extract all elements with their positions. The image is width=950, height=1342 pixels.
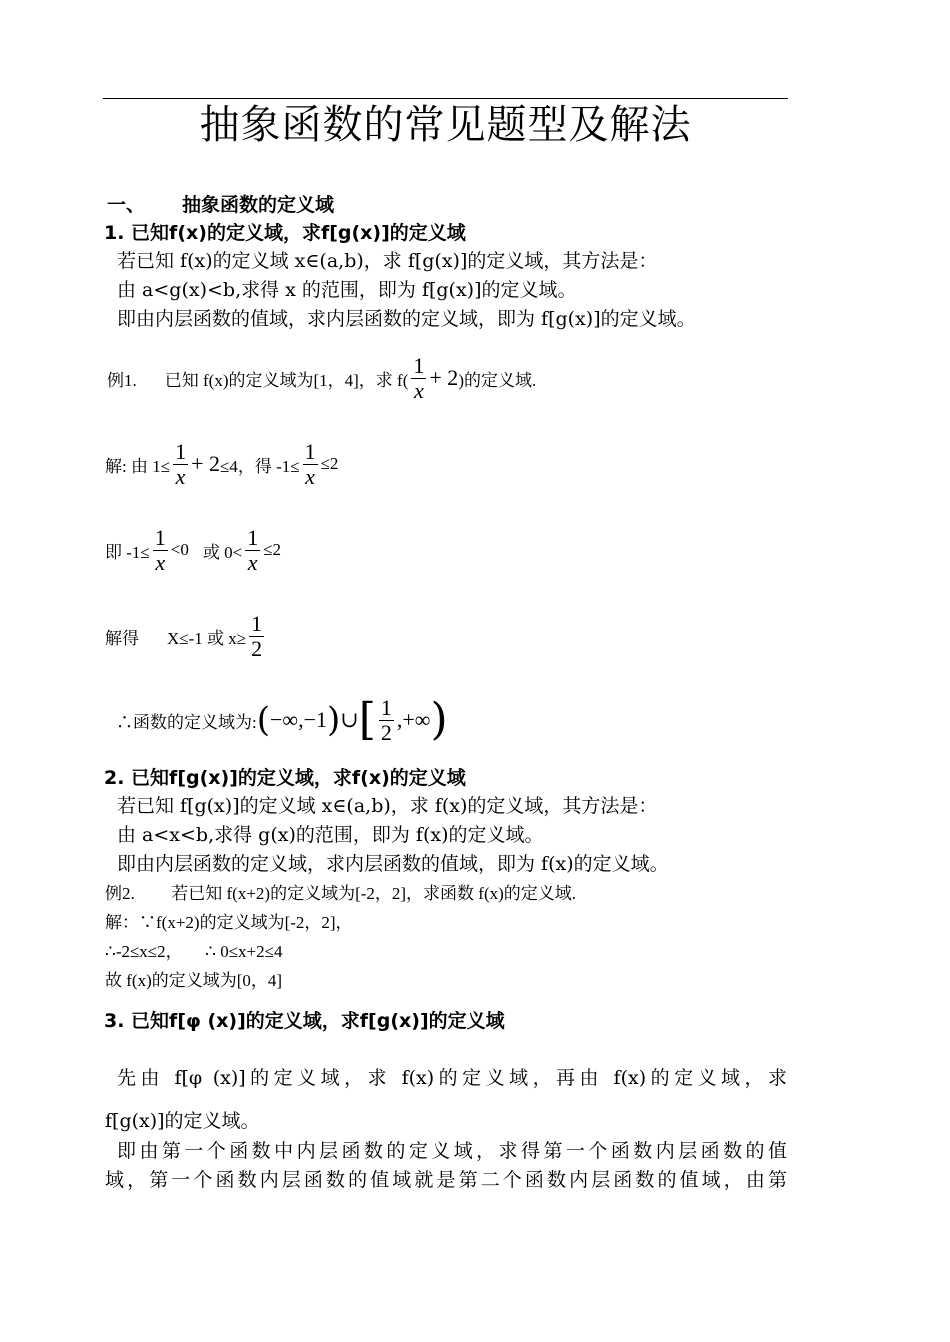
solution-domain: ∴函数的定义域为: ( −∞,−1 ) ∪ [ $\frac{1}{2}$ ,+∞ ) xyxy=(116,694,448,745)
page-title: 抽象函数的常见题型及解法 xyxy=(199,102,692,148)
fraction-1-over-x: $\frac{1}{x}$ xyxy=(154,524,166,575)
q1-text-1: 若已知 f(x)的定义域 x∈(a,b)，求 f[g(x)]的定义域，其方法是： xyxy=(117,250,658,272)
example-1-text-b: )的定义域. xyxy=(458,370,537,390)
section-1-heading: 抽象函数的定义域 xyxy=(182,194,335,216)
union-symbol: ∪ xyxy=(340,707,359,732)
header-rule xyxy=(103,98,788,99)
solution-line-3: 解得 X≤-1 或 x≥ $\frac{1}{2}$ xyxy=(105,610,263,661)
interval-negative: −∞,−1 xyxy=(270,707,327,732)
example-1 xyxy=(107,348,536,408)
q3-text-2: f[g(x)]的定义域。 xyxy=(105,1110,260,1132)
example-2-text: 若已知 f(x+2)的定义域为[-2，2]，求函数 f(x)的定义域. xyxy=(171,884,577,903)
fraction-1-over-x: $\frac{1}{x}$ xyxy=(247,524,259,575)
example-2-label: 例2. xyxy=(105,884,135,903)
fraction-1-over-2: $\frac{1}{2}$ xyxy=(380,694,392,745)
q2-text-1: 若已知 f[g(x)]的定义域 x∈(a,b)，求 f(x)的定义域，其方法是： xyxy=(117,795,658,817)
fraction-1-over-2: $\frac{1}{2}$ xyxy=(251,610,263,661)
plus-two: + 2 xyxy=(429,365,459,390)
example-2-solution-3: 故 f(x)的定义域为[0，4] xyxy=(105,971,283,990)
solution-line-2: 即 -1≤ $\frac{1}{x}$ <0 或 0< $\frac{1}{x}$ ≤2 xyxy=(105,524,282,575)
q1-heading: 1. 已知f(x)的定义域，求f[g(x)]的定义域 xyxy=(104,222,466,244)
q2-text-3: 即由内层函数的定义域，求内层函数的值域，即为 f(x)的定义域。 xyxy=(117,853,669,875)
example-2-solution-2: ∴-2≤x≤2， ∴ 0≤x+2≤4 xyxy=(105,942,283,961)
fraction-1-over-x: $\frac{1}{x}$ xyxy=(175,438,187,489)
q3-text-3: 即由第一个函数中内层函数的定义域，求得第一个函数内层函数的值 xyxy=(117,1140,787,1162)
example-2 xyxy=(105,882,576,906)
q1-text-3: 即由内层函数的值域，求内层函数的定义域，即为 f[g(x)]的定义域。 xyxy=(117,308,696,330)
q2-heading: 2. 已知f[g(x)]的定义域，求f(x)的定义域 xyxy=(104,767,466,789)
q3-text-1: 先由 f[φ (x)]的定义域，求 f(x)的定义域，再由 f(x)的定义域，求 xyxy=(117,1067,787,1089)
q3-text-4: 域，第一个函数内层函数的值域就是第二个函数内层函数的值域，由第 xyxy=(105,1169,787,1191)
fraction-1-over-x: $\frac{1}{x}$ xyxy=(413,352,425,403)
example-1-text-a: 已知 f(x)的定义域为[1，4]，求 f( xyxy=(164,370,409,390)
example-2-solution-1: 解：∵f(x+2)的定义域为[-2，2]， xyxy=(105,913,353,932)
q2-text-2: 由 a<x<b,求得 g(x)的范围，即为 f(x)的定义域。 xyxy=(117,824,544,846)
interval-positive: ,+∞ xyxy=(396,707,431,732)
solution-line-1: 解: 由 1≤ $\frac{1}{x}$ + 2 ≤4，得 -1≤ $\frac{1}{x}$ ≤2 xyxy=(105,438,339,489)
q3-heading: 3. 已知f[φ (x)]的定义域，求f[g(x)]的定义域 xyxy=(104,1010,505,1032)
fraction-1-over-x: $\frac{1}{x}$ xyxy=(304,438,316,489)
section-1-number: 一、 xyxy=(107,194,146,216)
example-1-label: 例1. xyxy=(107,370,137,390)
q1-text-2: 由 a<g(x)<b,求得 x 的范围，即为 f[g(x)]的定义域。 xyxy=(117,279,577,301)
